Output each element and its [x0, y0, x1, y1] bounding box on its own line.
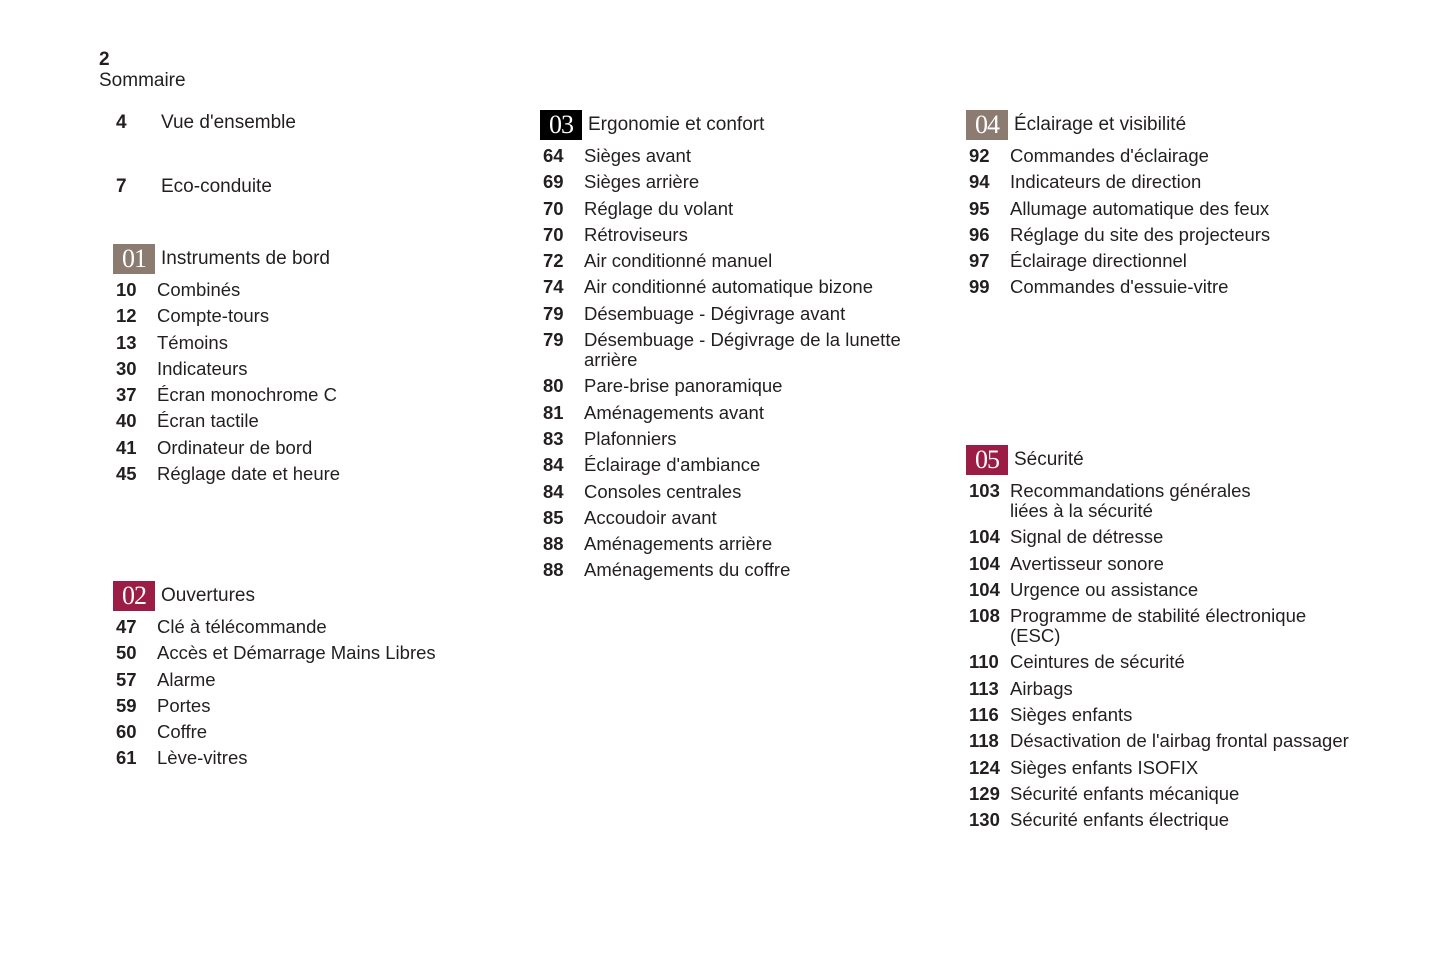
toc-entry[interactable]	[113, 411, 513, 431]
section-entries	[966, 481, 1386, 830]
entry-page: 104	[969, 552, 1000, 574]
toc-entry[interactable]	[966, 705, 1386, 725]
entry-page: 70	[543, 223, 564, 245]
toc-entry[interactable]	[966, 554, 1386, 574]
toc-entry[interactable]	[540, 225, 920, 245]
section-number-badge: 03	[540, 110, 582, 140]
toc-entry[interactable]	[966, 251, 1386, 271]
entry-label: Ordinateur de bord	[157, 436, 313, 458]
entry-label: Indicateurs de direction	[1010, 171, 1202, 193]
section-title: Instruments de bord	[161, 248, 330, 269]
entry-label: Sièges arrière	[584, 171, 700, 193]
entry-page: 7	[116, 176, 127, 197]
section-title: Ergonomie et confort	[588, 114, 765, 135]
entry-label: Écran monochrome C	[157, 384, 337, 406]
toc-entry[interactable]	[540, 199, 920, 219]
entry-page: 13	[116, 331, 137, 353]
entry-label: Sièges enfants ISOFIX	[1010, 756, 1199, 778]
entry-label: Commandes d'essuie-vitre	[1010, 276, 1229, 298]
entry-page: 74	[543, 276, 564, 298]
toc-entry[interactable]	[540, 482, 920, 502]
entry-page: 79	[543, 302, 564, 324]
toc-entry[interactable]	[113, 359, 513, 379]
entry-page: 84	[543, 454, 564, 476]
toc-entry[interactable]	[113, 464, 513, 484]
entry-label: Accoudoir avant	[584, 506, 717, 528]
entry-label: Témoins	[157, 331, 228, 353]
entry-label: Combinés	[157, 279, 241, 300]
toc-entry[interactable]	[540, 251, 920, 271]
entry-label: Désembuage - Dégivrage avant	[584, 302, 846, 324]
entry-label: Recommandations générales liées à la sécurité	[1010, 480, 1251, 521]
entry-page: 70	[543, 197, 564, 219]
section-entries	[113, 280, 513, 484]
toc-entry[interactable]	[540, 146, 920, 166]
entry-page: 80	[543, 375, 564, 397]
entry-page: 130	[969, 809, 1000, 831]
entry-page: 72	[543, 250, 564, 272]
toc-entry[interactable]	[966, 199, 1386, 219]
page-header	[99, 50, 186, 92]
entry-label: Consoles centrales	[584, 480, 742, 502]
entry-page: 64	[543, 145, 564, 166]
toc-entry[interactable]	[966, 172, 1386, 192]
entry-label: Urgence ou assistance	[1010, 578, 1199, 600]
entry-label: Pare-brise panoramique	[584, 375, 783, 397]
entry-label: Vue d'ensemble	[161, 112, 296, 133]
entry-label: Rétroviseurs	[584, 223, 688, 245]
section-number-badge: 02	[113, 581, 155, 611]
section-entries	[113, 617, 513, 768]
entry-page: 69	[543, 171, 564, 193]
entry-label: Réglage date et heure	[157, 463, 341, 485]
entry-label: Indicateurs	[157, 357, 248, 379]
entry-label: Portes	[157, 694, 211, 716]
section-ergonomie-et-confort	[540, 110, 920, 587]
toc-entry[interactable]	[966, 277, 1386, 297]
entry-label: Allumage automatique des feux	[1010, 197, 1270, 219]
entry-label: Aménagements du coffre	[584, 559, 791, 581]
toc-entry[interactable]	[540, 330, 920, 370]
entry-page: 95	[969, 197, 990, 219]
toc-entry[interactable]	[966, 758, 1386, 778]
toc-entry[interactable]	[113, 748, 513, 768]
section-number-badge: 04	[966, 110, 1008, 140]
page-title: Sommaire	[99, 70, 186, 91]
entry-page: 99	[969, 276, 990, 298]
toc-entry[interactable]	[113, 438, 513, 458]
entry-label: Sièges avant	[584, 145, 691, 166]
entry-page: 50	[116, 642, 137, 664]
toc-entry[interactable]	[540, 508, 920, 528]
entry-page: 57	[116, 668, 137, 690]
toc-entry[interactable]	[966, 731, 1386, 751]
entry-page: 45	[116, 463, 137, 485]
entry-page: 88	[543, 533, 564, 555]
toc-entry[interactable]	[540, 304, 920, 324]
section-title: Éclairage et visibilité	[1014, 114, 1187, 135]
entry-label: Désactivation de l'airbag frontal passager	[1010, 730, 1349, 752]
toc-entry[interactable]	[966, 481, 1386, 521]
entry-page: 103	[969, 480, 1000, 501]
entry-label: Éclairage d'ambiance	[584, 454, 761, 476]
entry-page: 129	[969, 782, 1000, 804]
entry-page: 61	[116, 747, 137, 769]
entry-label: Aménagements arrière	[584, 533, 773, 555]
toc-entry[interactable]	[113, 333, 513, 353]
toc-entry[interactable]	[113, 306, 513, 326]
toc-entry-eco-conduite[interactable]	[99, 174, 499, 200]
section-securite	[966, 445, 1386, 837]
entry-page: 59	[116, 694, 137, 716]
section-header[interactable]	[540, 110, 920, 140]
entry-page: 96	[969, 223, 990, 245]
toc-entry[interactable]	[540, 172, 920, 192]
section-title: Ouvertures	[161, 585, 255, 606]
entry-label: Sécurité enfants électrique	[1010, 809, 1230, 831]
section-title: Sécurité	[1014, 449, 1084, 470]
entry-label: Éclairage directionnel	[1010, 250, 1187, 272]
toc-entry[interactable]	[113, 670, 513, 690]
entry-page: 94	[969, 171, 990, 193]
toc-entry[interactable]	[540, 429, 920, 449]
toc-entry[interactable]	[540, 376, 920, 396]
entry-label: Désembuage - Dégivrage de la lunette arrière	[584, 329, 901, 371]
section-ouvertures	[113, 581, 513, 775]
toc-entry[interactable]	[966, 527, 1386, 547]
entry-label: Avertisseur sonore	[1010, 552, 1164, 574]
entry-page: 104	[969, 578, 1000, 600]
entry-label: Programme de stabilité électronique (ESC)	[1010, 605, 1307, 647]
entry-page: 124	[969, 756, 1000, 778]
toc-entry[interactable]	[540, 455, 920, 475]
entry-page: 85	[543, 506, 564, 528]
entry-label: Ceintures de sécurité	[1010, 651, 1185, 673]
entry-page: 12	[116, 305, 137, 327]
entry-label: Air conditionné manuel	[584, 250, 773, 272]
toc-entry[interactable]	[966, 652, 1386, 672]
entry-page: 30	[116, 357, 137, 379]
toc-entry[interactable]	[540, 560, 920, 580]
toc-entry[interactable]	[113, 280, 513, 300]
entry-label: Sièges enfants	[1010, 704, 1133, 726]
entry-page: 92	[969, 145, 990, 166]
toc-entry[interactable]	[966, 810, 1386, 830]
entry-label: Accès et Démarrage Mains Libres	[157, 642, 436, 664]
section-number-badge: 05	[966, 445, 1008, 475]
toc-entry[interactable]	[966, 225, 1386, 245]
entry-page: 41	[116, 436, 137, 458]
toc-entry[interactable]	[966, 606, 1386, 646]
entry-page: 4	[116, 112, 127, 133]
toc-entry[interactable]	[113, 385, 513, 405]
toc-entry[interactable]	[966, 146, 1386, 166]
entry-label: Signal de détresse	[1010, 526, 1164, 548]
toc-entry[interactable]	[113, 722, 513, 742]
entry-page: 37	[116, 384, 137, 406]
entry-page: 81	[543, 401, 564, 423]
entry-label: Clé à télécommande	[157, 616, 327, 637]
toc-entry-vue-ensemble[interactable]	[99, 110, 499, 136]
toc-entry[interactable]	[966, 679, 1386, 699]
entry-label: Airbags	[1010, 677, 1073, 699]
toc-entry[interactable]	[540, 534, 920, 554]
entry-page: 97	[969, 250, 990, 272]
toc-entry[interactable]	[113, 643, 513, 663]
section-entries	[540, 146, 920, 580]
entry-page: 88	[543, 559, 564, 581]
entry-label: Coffre	[157, 721, 208, 743]
section-entries	[966, 146, 1386, 297]
toc-entry[interactable]	[966, 784, 1386, 804]
entry-label: Réglage du volant	[584, 197, 734, 219]
entry-page: 10	[116, 279, 137, 300]
toc-entry[interactable]	[966, 580, 1386, 600]
entry-page: 84	[543, 480, 564, 502]
entry-label: Compte-tours	[157, 305, 270, 327]
entry-page: 113	[969, 677, 999, 699]
entry-page: 118	[969, 730, 999, 752]
entry-page: 47	[116, 616, 137, 637]
section-header[interactable]	[966, 445, 1386, 475]
toc-entry[interactable]	[113, 617, 513, 637]
entry-page: 108	[969, 605, 1000, 627]
entry-label: Sécurité enfants mécanique	[1010, 782, 1240, 804]
page-number: 2	[99, 49, 110, 70]
entry-page: 60	[116, 721, 137, 743]
section-eclairage-et-visibilite	[966, 110, 1386, 304]
entry-page: 79	[543, 329, 564, 351]
entry-label: Écran tactile	[157, 410, 259, 432]
section-header[interactable]	[113, 581, 513, 611]
entry-page: 83	[543, 427, 564, 449]
section-header[interactable]	[966, 110, 1386, 140]
entry-page: 40	[116, 410, 137, 432]
entry-label: Plafonniers	[584, 427, 677, 449]
toc-entry[interactable]	[113, 696, 513, 716]
entry-label: Aménagements avant	[584, 401, 764, 423]
entry-label: Réglage du site des projecteurs	[1010, 223, 1271, 245]
section-number-badge: 01	[113, 244, 155, 274]
toc-entry[interactable]	[540, 403, 920, 423]
section-header[interactable]	[113, 244, 513, 274]
toc-entry[interactable]	[540, 277, 920, 297]
section-instruments-de-bord	[113, 244, 513, 490]
entry-label: Air conditionné automatique bizone	[584, 276, 873, 298]
entry-label: Lève-vitres	[157, 747, 248, 769]
entry-label: Commandes d'éclairage	[1010, 145, 1209, 166]
entry-label: Alarme	[157, 668, 216, 690]
entry-page: 116	[969, 704, 999, 726]
entry-label: Eco-conduite	[161, 176, 272, 197]
entry-page: 104	[969, 526, 1000, 548]
entry-page: 110	[969, 651, 999, 673]
